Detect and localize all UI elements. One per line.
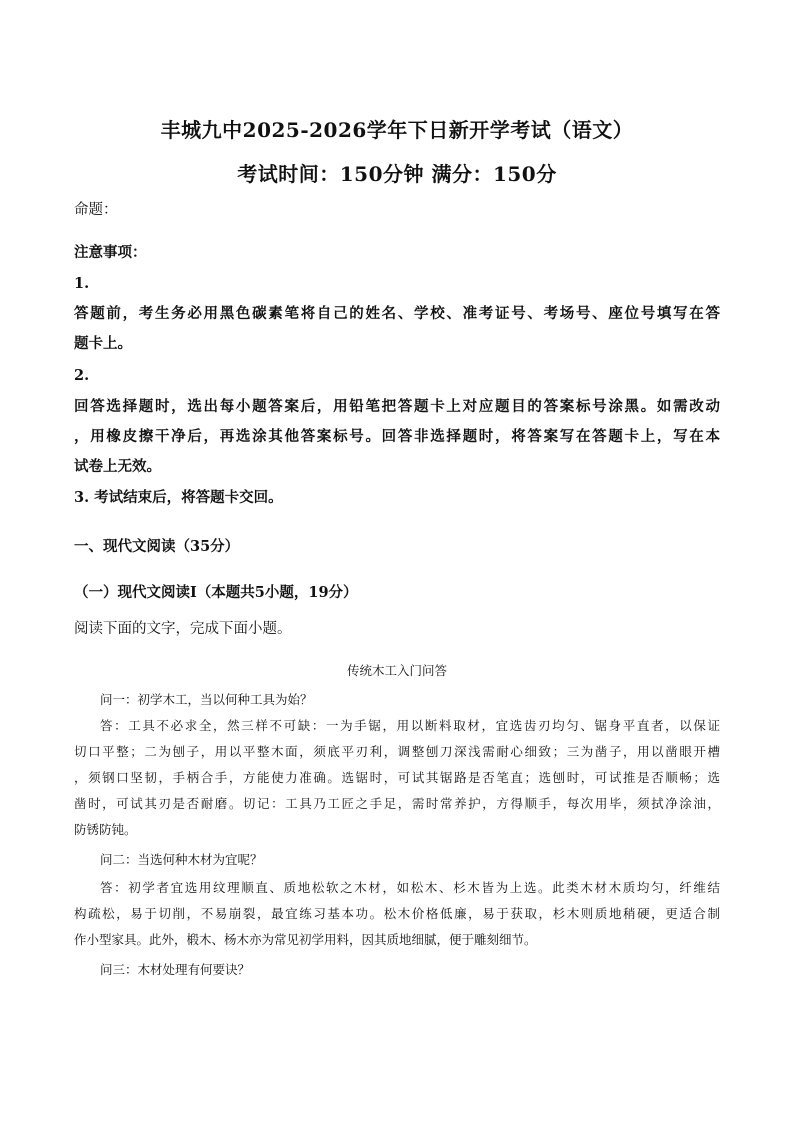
- note-2-number: 2.: [74, 367, 90, 384]
- passage-line: 答：初学者宜选用纹理顺直、质地松软之木材，如松木、杉木皆为上选。此类木材木质均匀，纤维结: [100, 880, 720, 895]
- passage-line: 作小型家具。此外，椴木、杨木亦为常见初学用料，因其质地细腻，便于雕刻细节。: [74, 932, 537, 947]
- passage-line: 问三：木材处理有何要诀？: [100, 962, 251, 977]
- notes-heading: 注意事项：: [74, 244, 147, 261]
- passage-line: 凿时，可试其刃是否耐磨。切记：工具乃工匠之手足，需时常养护，方得顺手，每次用毕，须拭净涂油，: [74, 796, 720, 811]
- note-2-line-2: ，用橡皮擦干净后，再选涂其他答案标号。回答非选择题时，将答案写在答题卡上，写在本: [74, 428, 720, 445]
- passage-line: 防锈防钝。: [74, 822, 137, 837]
- exam-title: 丰城九中2025-2026学年下日新开学考试（语文）: [160, 118, 634, 142]
- note-1-line-2: 题卡上。: [74, 335, 132, 352]
- note-3: 3. 考试结束后，将答题卡交回。: [74, 489, 283, 506]
- note-2-line-1: 回答选择题时，选出每小题答案后，用铅笔把答题卡上对应题目的答案标号涂黑。如需改动: [74, 398, 720, 415]
- passage-line: 问一：初学木工，当以何种工具为始？: [100, 692, 313, 707]
- passage-line: 问二：当选何种木材为宜呢？: [100, 852, 263, 867]
- note-2-line-3: 试卷上无效。: [74, 458, 161, 475]
- note-1-number: 1.: [74, 275, 90, 292]
- passage-line: 构疏松，易于切削，不易崩裂，最宜练习基本功。松木价格低廉，易于获取，杉木则质地稍硬，更适合制: [74, 906, 720, 921]
- subsection-heading: （一）现代文阅读Ⅰ（本题共5小题，19分）: [74, 584, 358, 601]
- exam-time-score: 考试时间：150分钟 满分：150分: [237, 162, 557, 186]
- passage-line: 切口平整；二为刨子，用以平整木面，须底平刃利，调整刨刀深浅需耐心细致；三为凿子，用以凿眼开槽: [74, 744, 720, 759]
- author-label: 命题：: [74, 202, 118, 218]
- note-1-line-1: 答题前，考生务必用黑色碳素笔将自己的姓名、学校、准考证号、考场号、座位号填写在答: [74, 305, 720, 322]
- passage-title: 传统木工入门问答: [346, 663, 447, 678]
- reading-instruction: 阅读下面的文字，完成下面小题。: [74, 621, 292, 637]
- section-heading: 一、现代文阅读（35分）: [74, 538, 240, 555]
- passage-line: 答：工具不必求全，然三样不可缺：一为手锯，用以断料取材，宜选齿刃均匀、锯身平直者，以保证: [100, 718, 720, 733]
- passage-line: ，须钢口坚韧，手柄合手，方能使力准确。选锯时，可试其锯路是否笔直；选刨时，可试推是否顺畅；选: [74, 770, 720, 785]
